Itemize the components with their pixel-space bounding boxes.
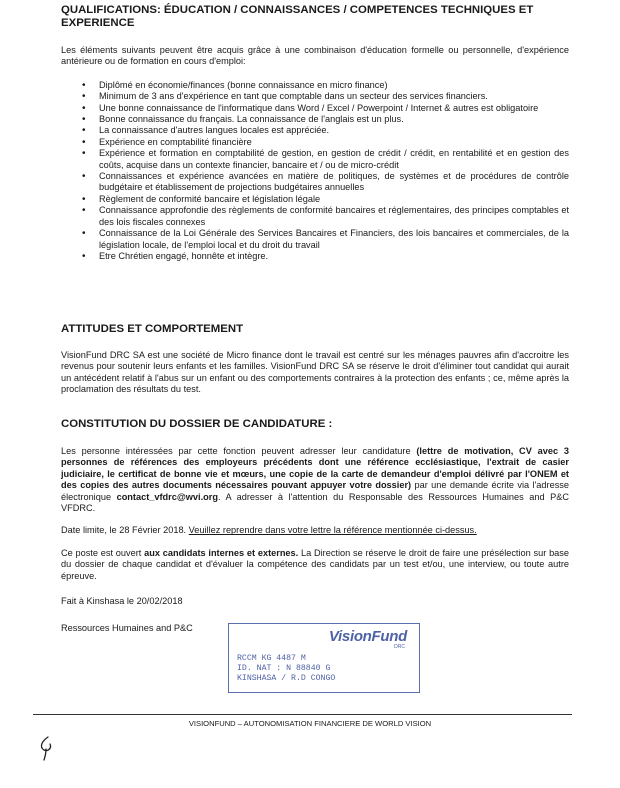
place-date: Fait à Kinshasa le 20/02/2018	[61, 596, 183, 607]
stamp-logo-sub: DRC	[394, 644, 405, 650]
deadline-paragraph	[61, 525, 569, 536]
list-item: • Bonne connaissance du français. La connaissance de l'anglais est un plus.	[99, 114, 569, 125]
constitution-heading: CONSTITUTION DU DOSSIER DE CANDIDATURE :	[61, 418, 333, 430]
attitudes-text: VisionFund DRC SA est une société de Micro finance dont le travail est centré sur les ménages pauvres afin d'accroitre les revenus pour soutenir leurs enfants et les familles. VisionFund DRC SA se réserve le droit d'éliminer tout candidat qui aurait un antécédent relatif à l'abus sur un enfant ou des comportements contraires à la protection des enfants ; ce, même après la proclamation des résultats du test.	[61, 350, 569, 395]
eligibility-highlight: aux candidats internes et externes.	[144, 547, 299, 558]
list-item: • Etre Chrétien engagé, honnête et intègre.	[99, 251, 569, 262]
stamp-logo: VisionFund	[328, 628, 407, 645]
constitution-section	[61, 418, 569, 635]
list-item: • Diplômé en économie/finances (bonne connaissance en micro finance)	[99, 80, 569, 91]
application-text-start: Les personne intéressées par cette fonction peuvent adresser leur candidature	[61, 446, 417, 456]
qualifications-heading: QUALIFICATIONS: ÉDUCATION / CONNAISSANCES / COMPETENCES TECHNIQUES ET EXPERIENCE	[61, 4, 534, 29]
application-text-end: . A adresser à l'attention du Responsable des Ressources Humaines and P&C VFDRC.	[61, 491, 569, 514]
stamp-rccm: RCCM KG 4487 M	[237, 654, 306, 663]
qualifications-section	[61, 4, 569, 262]
list-item: • Minimum de 3 ans d'expérience en tant que comptable dans un secteur des services financiers.	[99, 91, 569, 102]
deadline-reference-note: Veuillez reprendre dans votre lettre la référence mentionnée ci-dessus.	[188, 525, 477, 536]
list-item: • Expérience en comptabilité financière	[99, 137, 569, 148]
qualifications-intro: Les éléments suivants peuvent être acquis grâce à une combinaison d'éducation formelle ou personnelle, d'expérience antérieure ou de formation en cours d'emploi:	[61, 45, 569, 67]
list-item: • Une bonne connaissance de l'informatique dans Word / Excel / Powerpoint / Internet & autres est obligatoire	[99, 103, 569, 114]
deadline-text: Date limite, le 28 Février 2018.	[61, 525, 189, 536]
stamp-location: KINSHASA / R.D CONGO	[237, 674, 336, 683]
eligibility-text-start: Ce poste est ouvert	[61, 547, 145, 558]
list-item: • La connaissance d'autres langues locales est appréciée.	[99, 125, 569, 136]
qualifications-list	[99, 80, 569, 263]
attitudes-section	[61, 323, 569, 396]
footer-text: VISIONFUND – AUTONOMISATION FINANCIERE DE WORLD VISION	[188, 719, 432, 728]
handwritten-initial	[36, 735, 58, 761]
footer-divider	[33, 714, 572, 715]
required-documents: (lettre de motivation, CV avec 3 personnes de références des employeurs précédents dont une référence ecclésiastique, l'extrait de casier judiciaire, le certificat de bonne vie et mœurs, une copie de la carte de demandeur d'emploi délivré par l'ONEM et des copies des autres documents nécessaires pouvant appuyer votre dossier)	[61, 446, 569, 491]
company-stamp	[228, 623, 420, 693]
list-item: • Connaissance de la Loi Générale des Services Bancaires et Financiers, des lois bancaires et commerciales, de la législation locale, de l'emploi local et du droit du travail	[99, 228, 569, 251]
signatory: Ressources Humaines and P&C	[61, 623, 193, 634]
list-item: • Connaissance approfondie des règlements de conformité bancaires et réglementaires, des principes comptables et des lois fiscales connexes	[99, 205, 569, 228]
application-paragraph	[61, 446, 569, 514]
list-item: • Règlement de conformité bancaire et législation légale	[99, 194, 569, 205]
contact-email-link[interactable]: contact_vfdrc@wvi.org	[116, 491, 218, 502]
attitudes-heading: ATTITUDES ET COMPORTEMENT	[61, 323, 244, 335]
list-item: • Connaissances et expérience avancées en matière de politiques, de systèmes et de procédures de contrôle budgétaire et établissement de projections budgétaires annuelles	[99, 171, 569, 194]
eligibility-text-end: La Direction se réserve le droit de faire une présélection sur base du dossier de chaque candidat et d'évaluer la compétence des candidats par un test et/ou, une interview, ou toute autre épreuve.	[61, 547, 569, 581]
application-text-mid: par une demande écrite via l'adresse électronique	[61, 480, 569, 502]
list-item: • Expérience et formation en comptabilité de gestion, en gestion de crédit / crédit, en rentabilité et en gestion des coûts, acquise dans un contexte financier, bancaire et / ou de micro-crédit	[99, 148, 569, 171]
eligibility-paragraph	[61, 548, 569, 582]
stamp-id-nat: ID. NAT : N 88840 G	[237, 664, 331, 673]
